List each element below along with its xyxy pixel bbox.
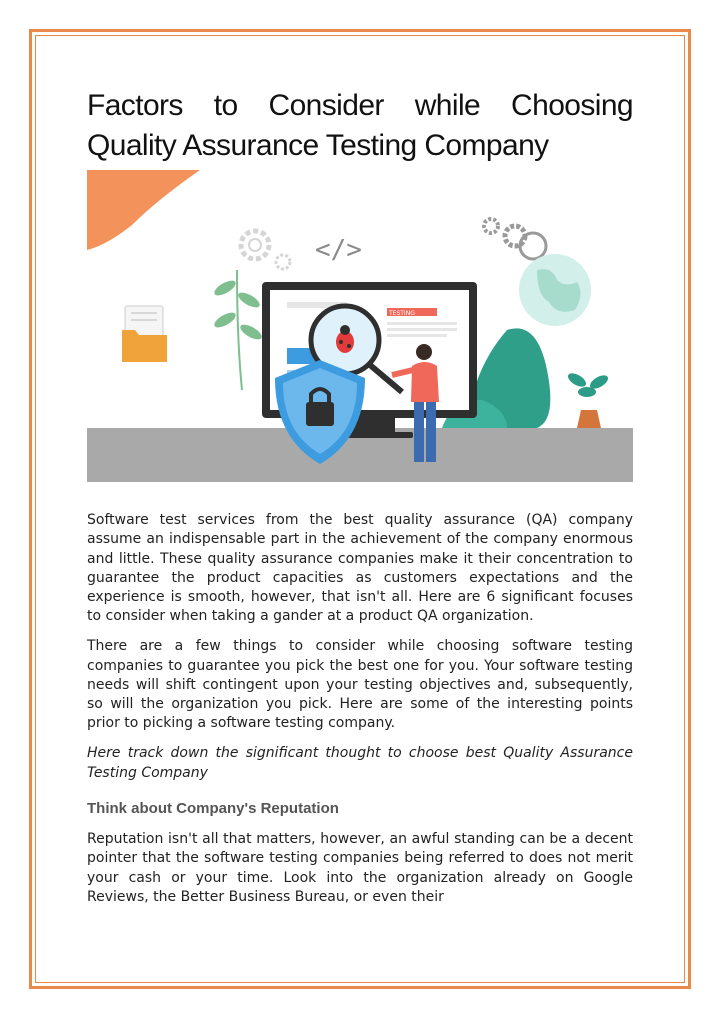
paragraph: Reputation isn't all that matters, however, an awful standing can be a decent pointer that the software testing companies being referred to does not merit your cash or your time. Look into the organization already on Google Reviews, the Better Business Bureau, or even their	[87, 831, 633, 906]
paragraph: There are a few things to consider while choosing software testing companies to guarantee you pick the best one for you. Your software testing needs will shift contingent upon your testing objectives and, subsequently, so will the organization you pick. Here are some of the interesting points prior to picking a software testing company.	[87, 638, 633, 732]
paragraph: Software test services from the best quality assurance (QA) company assume an indispensable part in the achievement of the company enormous and little. These quality assurance companies make it their concentration to guarantee the product capacities as customers expectations and the experience is smooth, however, that isn't all. Here are 6 significant focuses to consider when taking a gander at a product QA organization.	[87, 512, 633, 625]
gear-icon	[484, 219, 525, 246]
title-word: Consider	[268, 89, 384, 122]
screen-label: TESTING	[389, 310, 415, 317]
title-line-2: Quality Assurance Testing Company	[87, 129, 549, 162]
potted-plant-icon	[566, 371, 610, 428]
title-word: Choosing	[511, 89, 633, 122]
qa-testing-illustration	[87, 170, 633, 482]
title-word: to	[213, 89, 238, 122]
document-title	[87, 86, 633, 166]
orange-corner-shape	[87, 170, 200, 250]
leaf-plant-left	[212, 270, 264, 390]
code-icon: </>	[315, 235, 362, 265]
section-heading: Think about Company's Reputation	[87, 799, 339, 817]
title-word: Factors	[87, 89, 183, 122]
document-body	[87, 511, 633, 918]
title-line-1	[87, 86, 633, 126]
italic-note: Here track down the significant thought to choose best Quality Assurance Testing Company	[87, 745, 633, 781]
title-word: while	[414, 89, 481, 122]
globe-icon	[519, 254, 591, 326]
gear-icon	[241, 231, 290, 269]
